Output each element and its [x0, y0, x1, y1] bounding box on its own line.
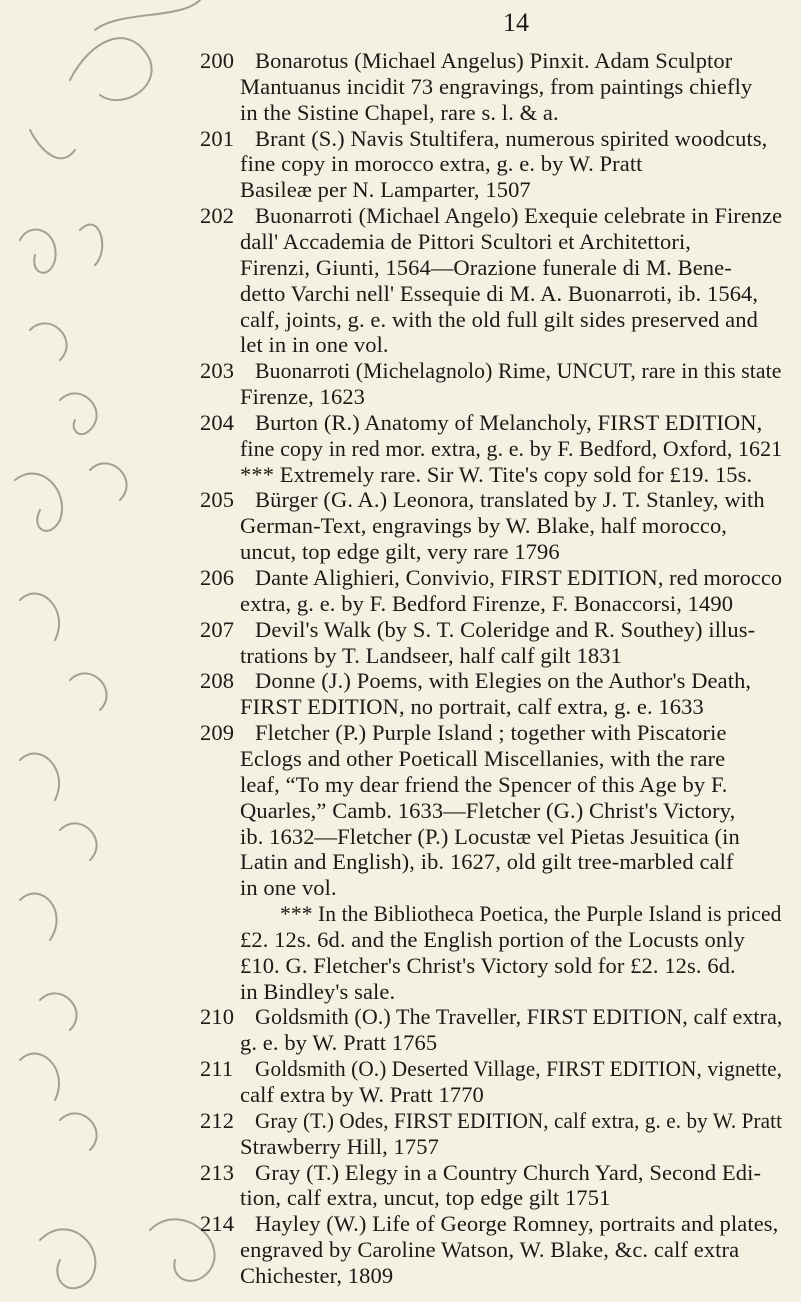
- entry-line: detto Varchi nell' Essequie di M. A. Buonarroti, ib. 1564,: [240, 280, 759, 306]
- entry-line: Gray (T.) Odes, FIRST EDITION, calf extra, g. e. by W. Pratt: [255, 1107, 783, 1133]
- lot-number: 212: [200, 1107, 235, 1133]
- entry-line: Hayley (W.) Life of George Romney, portraits and plates,: [255, 1211, 779, 1237]
- entry-line: in Bindley's sale.: [240, 978, 396, 1004]
- lot-number: 206: [200, 565, 235, 590]
- entry-line: Buonarroti (Michelagnolo) Rime, UNCUT, rare in this state: [255, 358, 782, 384]
- lot-number: 205: [200, 487, 235, 513]
- lot-number: 214: [200, 1211, 235, 1237]
- entry-line: Bonarotus (Michael Angelus) Pinxit. Adam Sculptor: [255, 48, 733, 73]
- entry-line: fine copy in morocco extra, g. e. by W. Pratt: [240, 151, 643, 177]
- entry-line: Fletcher (P.) Purple Island ; together with Piscatorie: [255, 720, 727, 746]
- entry-line: £2. 12s. 6d. and the English portion of the Locusts only: [240, 926, 745, 952]
- entry-line: Latin and English), ib. 1627, old gilt tree-marbled calf: [240, 849, 734, 875]
- lot-number: 213: [200, 1159, 235, 1185]
- entry-line: fine copy in red mor. extra, g. e. by F. Bedford, Oxford, 1621: [240, 435, 783, 461]
- lot-number: 200: [200, 48, 235, 73]
- entry-line: Quarles,” Camb. 1633—Fletcher (G.) Christ's Victory,: [240, 797, 736, 823]
- lot-number: 207: [200, 616, 235, 642]
- entry-line: Goldsmith (O.) The Traveller, FIRST EDITION, calf extra,: [255, 1004, 783, 1030]
- lot-number: 201: [200, 125, 235, 151]
- entry-line: Donne (J.) Poems, with Elegies on the Author's Death,: [255, 668, 752, 694]
- lot-number: 209: [200, 720, 235, 746]
- entry-line: German-Text, engravings by W. Blake, half morocco,: [240, 513, 728, 539]
- entry-line: Eclogs and other Poeticall Miscellanies, with the rare: [240, 745, 726, 771]
- entry-line: calf extra by W. Pratt 1770: [240, 1082, 484, 1107]
- entry-line: Gray (T.) Elegy in a Country Church Yard, Second Edi-: [255, 1159, 762, 1185]
- entry-line: Mantuanus incidit 73 engravings, from paintings chiefly: [240, 73, 753, 99]
- entry-line: FIRST EDITION, no portrait, calf extra, g. e. 1633: [240, 694, 704, 720]
- entry-line: engraved by Caroline Watson, W. Blake, &c. calf extra: [240, 1237, 740, 1263]
- entry-line: dall' Accademia de Pittori Scultori et Architettori,: [240, 228, 692, 254]
- entry-line: trations by T. Landseer, half calf gilt 1831: [240, 642, 622, 668]
- entry-line: *** Extremely rare. Sir W. Tite's copy sold for £19. 15s.: [240, 461, 753, 487]
- lot-number: 211: [200, 1056, 234, 1082]
- entry-line: £10. G. Fletcher's Christ's Victory sold for £2. 12s. 6d.: [240, 952, 736, 978]
- entry-line: Firenzi, Giunti, 1564—Orazione funerale di M. Bene-: [240, 254, 732, 280]
- entry-line: Brant (S.) Navis Stultifera, numerous spirited woodcuts,: [255, 125, 768, 151]
- entry-line: tion, calf extra, uncut, top edge gilt 1751: [240, 1185, 611, 1211]
- entry-line: Goldsmith (O.) Deserted Village, FIRST EDITION, vignette,: [255, 1056, 783, 1082]
- entry-line: let in in one vol.: [240, 332, 389, 358]
- page-number: 14: [503, 8, 529, 37]
- entry-line: in one vol.: [240, 875, 337, 901]
- lot-number: 203: [200, 358, 235, 384]
- lot-number: 210: [200, 1004, 235, 1030]
- entry-line: Chichester, 1809: [240, 1262, 394, 1288]
- entry-line: Firenze, 1623: [240, 384, 366, 410]
- entry-line: Strawberry Hill, 1757: [240, 1133, 439, 1159]
- entry-line: in the Sistine Chapel, rare s. l. & a.: [240, 99, 559, 125]
- entry-line: Burton (R.) Anatomy of Melancholy, FIRST EDITION,: [255, 409, 763, 435]
- entry-line: leaf, “To my dear friend the Spencer of this Age by F.: [240, 771, 728, 797]
- entry-line: Devil's Walk (by S. T. Coleridge and R. Southey) illus-: [255, 616, 756, 642]
- entry-line: extra, g. e. by F. Bedford Firenze, F. Bonaccorsi, 1490: [240, 590, 734, 616]
- entry-line: Buonarroti (Michael Angelo) Exequie celebrate in Firenze: [255, 203, 783, 229]
- entry-line: *** In the Bibliotheca Poetica, the Purple Island is priced: [280, 901, 782, 927]
- entry-line: uncut, top edge gilt, very rare 1796: [240, 539, 560, 565]
- entry-line: ib. 1632—Fletcher (P.) Locustæ vel Pietas Jesuitica (in: [240, 823, 740, 849]
- lot-number: 202: [200, 203, 235, 229]
- entry-line: g. e. by W. Pratt 1765: [240, 1030, 438, 1056]
- entry-line: Bürger (G. A.) Leonora, translated by J. T. Stanley, with: [255, 487, 765, 513]
- entry-line: calf, joints, g. e. with the old full gilt sides preserved and: [240, 306, 758, 332]
- lot-number: 208: [200, 668, 235, 694]
- lot-number: 204: [200, 409, 235, 435]
- entry-line: Dante Alighieri, Convivio, FIRST EDITION, red morocco: [255, 565, 783, 590]
- entry-line: Basileæ per N. Lamparter, 1507: [240, 177, 531, 203]
